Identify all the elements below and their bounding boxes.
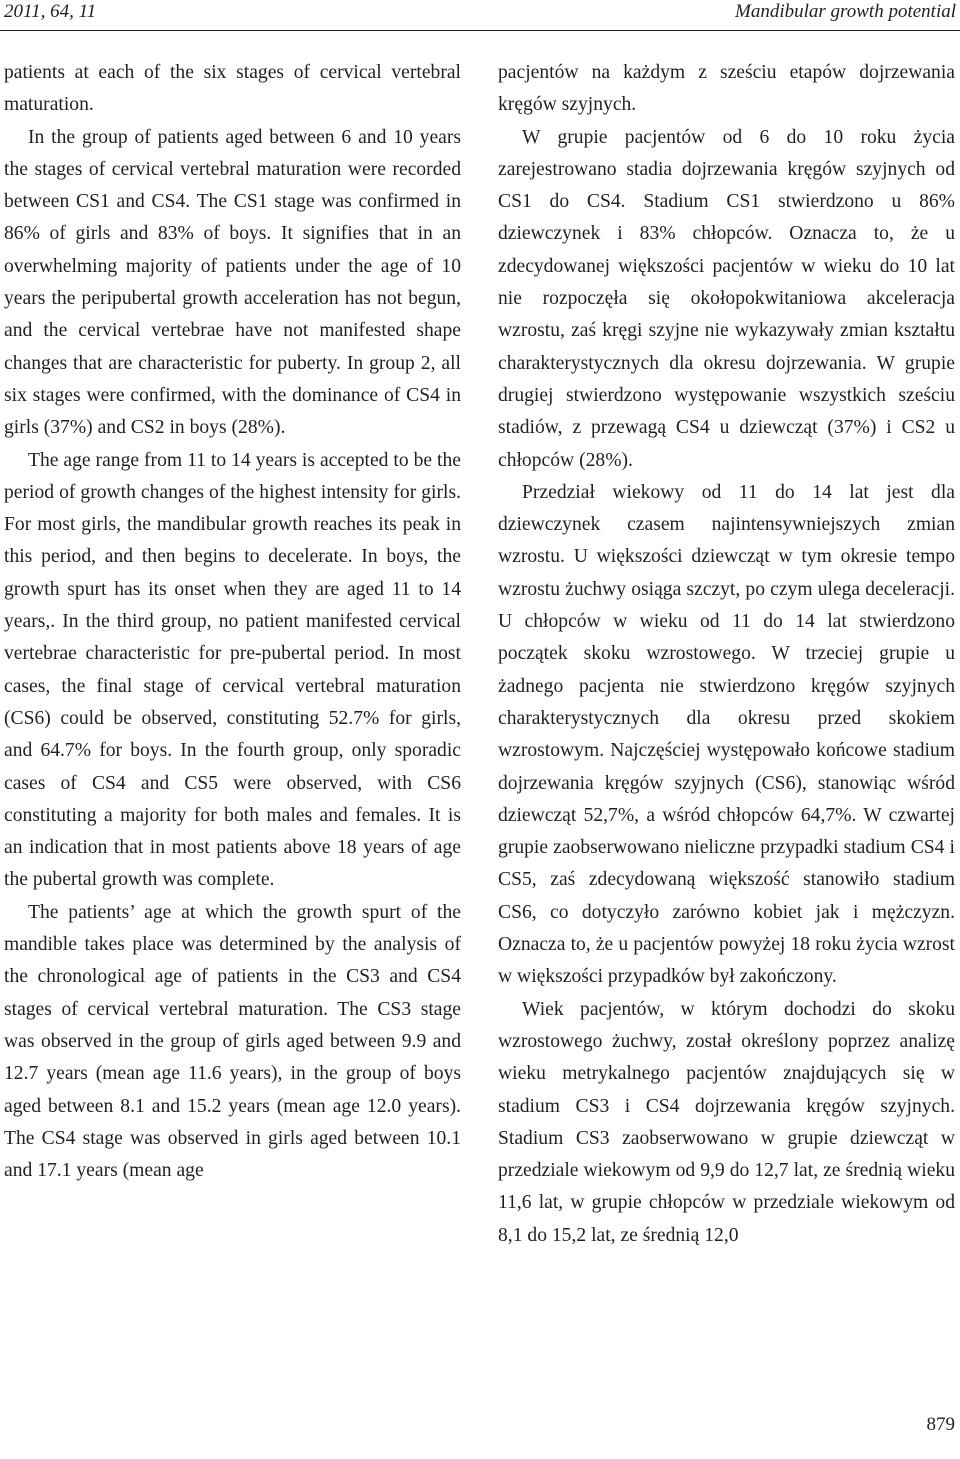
paragraph-continued: pacjentów na każdym z sześciu etapów dojrzewania kręgów szyjnych. <box>498 62 955 116</box>
header-rule <box>0 30 960 31</box>
paragraph: The patients’ age at which the growth spurt of the mandible takes place was determined by the analysis of the chronological age of patients in the CS3 and CS4 stages of cervical vertebral maturation. The CS3 stage was observed in the group of girls aged between 9.9 and 12.7 years (mean age 11.6 years), in the group of boys aged between 8.1 and 15.2 years (mean age 12.0 years). The CS4 stage was observed in girls aged between 10.1 and 17.1 years (mean age <box>4 901 461 1182</box>
paragraph: W grupie pacjentów od 6 do 10 roku życia zarejestrowano stadia dojrzewania kręgów szyjnych od CS1 do CS4. Stadium CS1 stwierdzono u 86% dziewczynek i 83% chłopców. Oznacza to, że u zdecydowanej większości pacjentów w wieku do 10 lat nie rozpoczęła się okołopokwitaniowa akceleracja wzrostu, zaś kręgi szyjne nie wykazywały zmian kształtu charakterystycznych dla okresu dojrzewania. W grupie drugiej stwierdzono występowanie wszystkich sześciu stadiów, z przewagą CS4 u dziewcząt (37%) i CS2 u chłopców (28%). <box>498 126 955 471</box>
running-header <box>4 0 956 24</box>
paragraph-continued: patients at each of the six stages of cervical vertebral maturation. <box>4 62 461 116</box>
journal-citation: 2011, 64, 11 <box>4 1 97 22</box>
paragraph: In the group of patients aged between 6 and 10 years the stages of cervical vertebral maturation were recorded between CS1 and CS4. The CS1 stage was confirmed in 86% of girls and 83% of boys. It signifies that in an overwhelming majority of patients under the age of 10 years the peripubertal growth acceleration has not begun, and the cervical vertebrae have not manifested shape changes that are characteristic for puberty. In group 2, all six stages were confirmed, with the dominance of CS4 in girls (37%) and CS2 in boys (28%). <box>4 126 461 439</box>
page-number: 879 <box>926 1414 955 1435</box>
english-text-column <box>4 57 461 1187</box>
running-title: Mandibular growth potential <box>735 1 956 22</box>
paragraph: The age range from 11 to 14 years is accepted to be the period of growth changes of the highest intensity for girls. For most girls, the mandibular growth reaches its peak in this period, and then begins to decelerate. In boys, the growth spurt has its onset when they are aged 11 to 14 years,. In the third group, no patient manifested cervical vertebrae characteristic for pre-pubertal period. In most cases, the final stage of cervical vertebral maturation (CS6) could be observed, constituting 52.7% for girls, and 64.7% for boys. In the fourth group, only sporadic cases of CS4 and CS5 were observed, with CS6 constituting a majority for both males and females. It is an indication that in most patients above 18 years of age the pubertal growth was complete. <box>4 449 461 891</box>
paragraph: Wiek pacjentów, w którym dochodzi do skoku wzrostowego żuchwy, został określony poprzez analizę wieku metrykalnego pacjentów znajdujących się w stadium CS3 i CS4 dojrzewania kręgów szyjnych. Stadium CS3 zaobserwowano w grupie dziewcząt w przedziale wiekowym od 9,9 do 12,7 lat, ze średnią wieku 11,6 lat, w grupie chłopców w przedziale wiekowym od 8,1 do 15,2 lat, ze średnią 12,0 <box>498 998 955 1246</box>
polish-text-column <box>498 57 955 1252</box>
paragraph: Przedział wiekowy od 11 do 14 lat jest dla dziewczynek czasem najintensywniejszych zmian wzrostu. U większości dziewcząt w tym okresie tempo wzrostu żuchwy osiąga szczyt, po czym ulega deceleracji. U chłopców w wieku od 11 do 14 lat stwierdzono początek skoku wzrostowego. W trzeciej grupie u żadnego pacjenta nie stwierdzono kręgów szyjnych charakterystycznych dla okresu przed skokiem wzrostowym. Najczęściej występowało końcowe stadium dojrzewania kręgów szyjnych (CS6), stanowiąc wśród dziewcząt 52,7%, a wśród chłopców 64,7%. W czwartej grupie zaobserwowano nieliczne przypadki stadium CS4 i CS5, zaś zdecydowaną większość stanowiło stadium CS6, co dotyczyło zarówno kobiet jak i mężczyzn. Oznacza to, że u pacjentów powyżej 18 roku życia wzrost w większości przypadków był zakończony. <box>498 481 955 988</box>
